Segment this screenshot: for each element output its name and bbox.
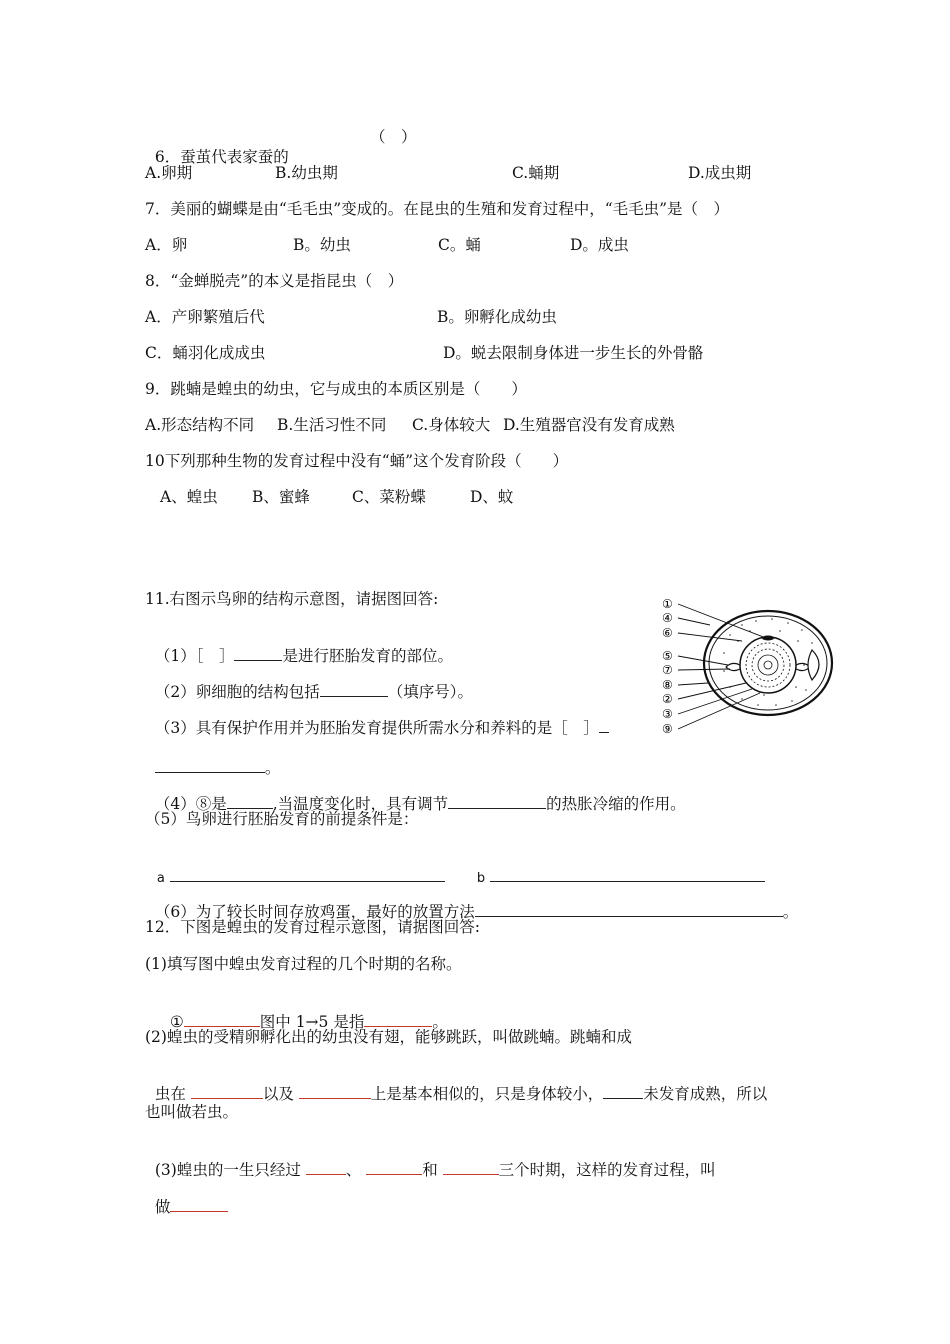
q11-part4: [145, 773, 686, 814]
q11-part3-cont: [145, 737, 280, 778]
q11-part1-blank[interactable]: [234, 645, 282, 661]
q12-part2-l2-d: 未发育成熟，所以: [643, 1085, 768, 1103]
bird-egg-diagram: [660, 595, 835, 740]
q8-option-b: B。卵孵化成幼虫: [437, 308, 557, 326]
q8-option-a: A．产卵繁殖后代: [145, 308, 265, 326]
q12-part3-l2: 做: [154, 1198, 171, 1216]
q11-part3: [145, 697, 609, 738]
q11-stem: 11.右图示鸟卵的结构示意图，请据图回答:: [145, 590, 439, 608]
q6-option-a: A.卵期: [145, 164, 193, 182]
q6-stem: [145, 127, 289, 167]
q12-part2-line3: 也叫做若虫。: [145, 1103, 239, 1121]
q6-option-b: B.幼虫期: [275, 164, 338, 182]
q12-part3-d: 三个时期，这样的发育过程，叫: [498, 1161, 716, 1179]
diagram-label-6: ⑥: [662, 626, 673, 640]
q12-part3-a: (3)蝗虫的一生只经过: [154, 1161, 301, 1179]
q7-stem: 7．美丽的蝴蝶是由“毛毛虫”变成的。在昆虫的生殖和发育过程中，“毛毛虫”是（ ）: [145, 200, 730, 218]
q11-part4-label: （4）⑧是: [154, 795, 227, 813]
q11-part3-label: （3）具有保护作用并为胚胎发育提供所需水分和养料的是［ ］: [154, 719, 599, 737]
q11-part2-label: （2）卵细胞的结构包括: [154, 683, 320, 701]
q11-part2: [145, 661, 473, 702]
q12-part3: [145, 1139, 716, 1180]
diagram-label-4: ④: [662, 611, 673, 625]
q12-part1-fill: [160, 991, 448, 1032]
germinal-disc: [762, 636, 774, 641]
q11-part5-b-label: b: [476, 871, 486, 886]
q11-part2-blank[interactable]: [320, 681, 388, 697]
q12-part3-blank-c[interactable]: [443, 1159, 499, 1175]
q9-option-c: C.身体较大: [412, 416, 491, 434]
q10-option-c: C、菜粉蝶: [352, 488, 426, 506]
q10-option-a: A、蝗虫: [160, 488, 218, 506]
q12-stem: 12．下图是蝗虫的发育过程示意图，请据图回答:: [145, 918, 480, 936]
q12-part2-l2-c: 上是基本相似的，只是身体较小，: [370, 1085, 604, 1103]
q7-option-d: D。成虫: [570, 236, 629, 254]
q11-part3-blank-b[interactable]: [155, 757, 265, 773]
q7-option-c: C。蛹: [438, 236, 481, 254]
q11-part5-a-label: a: [156, 871, 165, 886]
q6-option-c: C.蛹期: [512, 164, 560, 182]
diagram-label-8: ⑧: [662, 678, 673, 692]
q12-part3-blank-d[interactable]: [170, 1196, 228, 1212]
q9-option-b: B.生活习性不同: [277, 416, 387, 434]
q9-option-a: A.形态结构不同: [145, 416, 255, 434]
q12-part1-blank-b[interactable]: [364, 1011, 432, 1027]
diagram-label-5: ⑤: [662, 649, 673, 663]
q12-part1-marker: ①: [169, 1013, 184, 1031]
q12-part1-blank-a[interactable]: [184, 1011, 260, 1027]
q6-stem-text: 6．蚕茧代表家蚕的: [154, 148, 289, 166]
q10-option-b: B、蜜蜂: [252, 488, 310, 506]
q11-part3-blank-a[interactable]: [599, 717, 609, 733]
q11-part5-b-blank[interactable]: [490, 866, 765, 882]
q11-part5-a-blank[interactable]: [170, 866, 445, 882]
q11-part4-blank-b[interactable]: [448, 793, 546, 809]
q11-part5: （5）鸟卵进行胚胎发育的前提条件是：: [145, 810, 419, 828]
q12-part2-l2-a: 虫在: [154, 1085, 186, 1103]
q10-option-d: D、蚊: [470, 488, 514, 506]
q12-part1: (1)填写图中蝗虫发育过程的几个时期的名称。: [145, 955, 462, 973]
q11-part6-label: （6）为了较长时间存放鸡蛋，最好的放置方法: [154, 903, 475, 921]
q8-option-c: C．蛹羽化成成虫: [145, 344, 266, 362]
q12-part2-blank-c[interactable]: [603, 1083, 643, 1099]
diagram-label-9: ⑨: [662, 722, 673, 736]
q12-part2-blank-a[interactable]: [191, 1083, 263, 1099]
q6-paren: （ ）: [370, 128, 417, 146]
q12-part3-c: 和: [422, 1161, 438, 1179]
q12-part3-blank-a[interactable]: [306, 1159, 346, 1175]
diagram-label-2: ②: [662, 692, 673, 706]
diagram-label-7: ⑦: [662, 663, 673, 677]
q11-part6-blank[interactable]: [475, 901, 783, 917]
q12-part2-l2-b: 以及: [262, 1085, 294, 1103]
q11-part3-end: 。: [264, 759, 281, 777]
q12-part1-text: 图中 1→5 是指: [259, 1013, 365, 1031]
q11-part4-mid: ,当温度变化时，具有调节: [272, 795, 449, 813]
q12-part2: (2)蝗虫的受精卵孵化出的幼虫没有翅，能够跳跃，叫做跳蝻。跳蝻和成: [145, 1028, 632, 1046]
q11-part4-blank-a[interactable]: [227, 793, 273, 809]
q11-part1: [145, 625, 453, 666]
diagram-label-1: ①: [662, 597, 673, 611]
q8-stem: 8．“金蝉脱壳”的本义是指昆虫（ ）: [145, 272, 404, 290]
q10-stem: 10下列那种生物的发育过程中没有“蛹”这个发育阶段（ ）: [145, 452, 569, 470]
q11-part4-end: 的热胀冷缩的作用。: [546, 795, 686, 813]
q11-part6-end: 。: [782, 903, 799, 921]
q11-part6: [145, 881, 798, 922]
q12-part3-line2: [145, 1176, 228, 1217]
q9-stem: 9．跳蝻是蝗虫的幼虫，它与成虫的本质区别是（ ）: [145, 380, 527, 398]
q12-part3-b: 、: [345, 1161, 362, 1179]
q6-option-d: D.成虫期: [688, 164, 752, 182]
q12-part2-line2: [145, 1063, 767, 1104]
q11-part2-text: （填序号）。: [387, 683, 473, 701]
diagram-label-3: ③: [662, 707, 673, 721]
q12-part1-end: 。: [432, 1013, 448, 1031]
q7-option-a: A．卵: [145, 236, 188, 254]
q12-part3-blank-b[interactable]: [366, 1159, 422, 1175]
q8-option-d: D。蜕去限制身体进一步生长的外骨骼: [443, 344, 704, 362]
q9-option-d: D.生殖器官没有发育成熟: [503, 416, 675, 434]
q7-option-b: B。幼虫: [293, 236, 351, 254]
q12-part2-blank-b[interactable]: [299, 1083, 371, 1099]
bird-egg-svg: [660, 595, 835, 740]
q11-part1-label: （1）［ ］: [154, 647, 235, 665]
q11-part1-text: 是进行胚胎发育的部位。: [282, 647, 453, 665]
